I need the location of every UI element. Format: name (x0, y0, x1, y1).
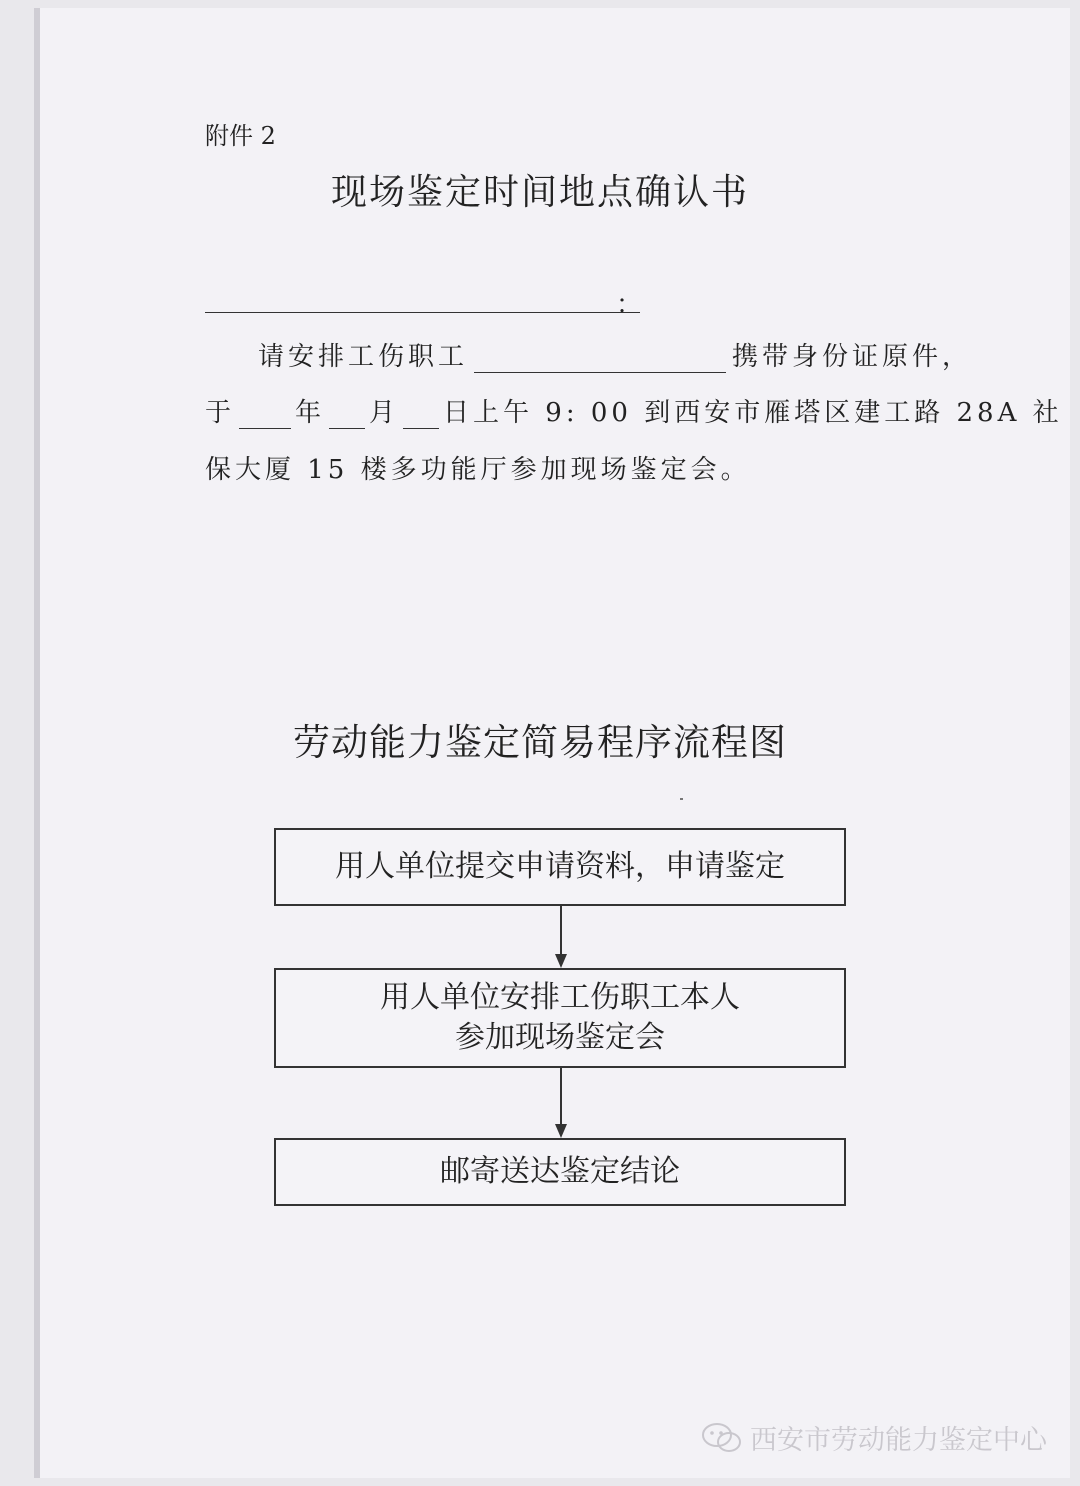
request-line2-rest: 日上午 9: 00 到西安市雁塔区建工路 28A 社 (443, 398, 1063, 428)
request-line3: 保大厦 15 楼多功能厅参加现场鉴定会。 (205, 455, 751, 485)
month-blank (329, 400, 365, 429)
flow-step-1-text: 用人单位提交申请资料，申请鉴定 (335, 849, 785, 884)
watermark-text: 西安市劳动能力鉴定中心 (750, 1425, 1047, 1456)
flow-step-3-text: 邮寄送达鉴定结论 (440, 1154, 680, 1189)
flow-arrow-1 (552, 906, 570, 968)
request-line1-suffix: 携带身份证原件， (732, 342, 973, 372)
request-line-3 (205, 449, 751, 486)
attachment-label: 附件 2 (205, 122, 276, 150)
document-title: 现场鉴定时间地点确认书 (330, 172, 749, 213)
request-yu: 于 (205, 398, 236, 428)
request-line-2 (205, 392, 1063, 429)
worker-name-blank (474, 344, 726, 373)
request-yue: 月 (369, 398, 400, 428)
flow-step-1 (274, 828, 846, 906)
scan-speck (680, 798, 683, 800)
flow-step-2-line-2: 参加现场鉴定会 (455, 1020, 665, 1055)
request-line1-prefix: 请安排工伤职工 (258, 342, 469, 372)
flow-arrow-2 (552, 1068, 570, 1138)
addressee-blank (205, 292, 640, 313)
watermark (700, 1418, 1047, 1457)
flowchart-title: 劳动能力鉴定简易程序流程图 (293, 721, 787, 764)
day-blank (403, 400, 439, 429)
addressee-colon: ： (616, 290, 643, 320)
flow-step-2 (274, 968, 846, 1068)
request-nian: 年 (295, 398, 326, 428)
year-blank (239, 400, 291, 429)
request-line-1 (258, 336, 972, 373)
flow-step-2-line-1: 用人单位安排工伤职工本人 (380, 980, 740, 1015)
flow-step-3 (274, 1138, 846, 1206)
wechat-icon (700, 1420, 744, 1456)
